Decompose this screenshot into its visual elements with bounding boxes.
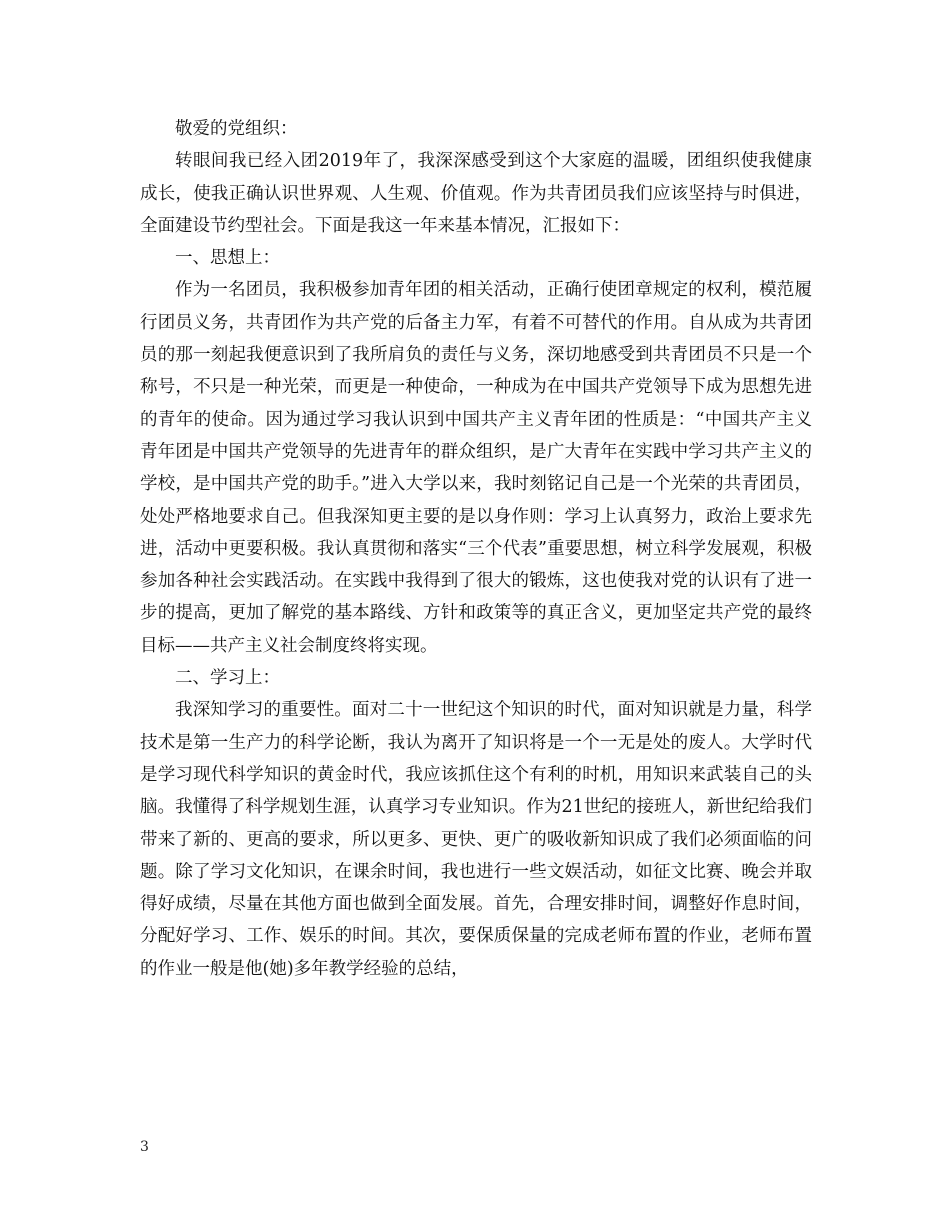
salutation: 敬爱的党组织： <box>175 119 298 139</box>
section-heading-thought: 一、思想上： <box>175 248 280 269</box>
section-heading-study: 二、学习上： <box>175 668 280 689</box>
page-number: 3 <box>140 1139 149 1155</box>
section-body-thought: 作为一名团员，我积极参加青年团的相关活动，正确行使团章规定的权利，模范履行团员义务，共青团作为共产党的后备主力军，有着不可替代的作用。自从成为共青团员的那一刻起我便意识到了我所肩负的责任与义务，深切地感受到共青团员不只是一个称号，不只是一种光荣，而更是一种使命，一种成为在中国共产党领导下成为思想先进的青年的使命。因为通过学习我认识到中国共产主义青年团的性质是：“中国共产主义青年团是中国共产党领导的先进青年的群众组织，是广大青年在实践中学习共产主义的学校，是中国共产党的助手。”进入大学以来，我时刻铭记自己是一个光荣的共青团员，处处严格地要求自己。但我深知更主要的是以身作则：学习上认真努力，政治上要求先进，活动中更要积极。我认真贯彻和落实“三个代表”重要思想，树立科学发展观，积极参加各种社会实践活动。在实践中我得到了很大的锻炼，这也使我对党的认识有了进一步的提高，更加了解党的基本路线、方针和政策等的真正含义，更加坚定共产党的最终目标——共产主义社会制度终将实现。 <box>140 280 812 656</box>
intro-paragraph: 转眼间我已经入团2019年了，我深深感受到这个大家庭的温暖，团组织使我健康成长，使我正确认识世界观、人生观、价值观。作为共青团员我们应该坚持与时俱进，全面建设节约型社会。下面是我这一年来基本情况，汇报如下： <box>140 151 812 236</box>
document-body <box>140 113 812 985</box>
section-body-study: 我深知学习的重要性。面对二十一世纪这个知识的时代，面对知识就是力量，科学技术是第一生产力的科学论断，我认为离开了知识将是一个一无是处的废人。大学时代是学习现代科学知识的黄金时代，我应该抓住这个有利的时机，用知识来武装自己的头脑。我懂得了科学规划生涯，认真学习专业知识。作为21世纪的接班人，新世纪给我们带来了新的、更高的要求，所以更多、更快、更广的吸收新知识成了我们必须面临的问题。除了学习文化知识，在课余时间，我也进行一些文娱活动，如征文比赛、晚会并取得好成绩，尽量在其他方面也做到全面发展。首先，合理安排时间，调整好作息时间，分配好学习、工作、娱乐的时间。其次，要保质保量的完成老师布置的作业，老师布置的作业一般是他(她)多年教学经验的总结， <box>140 700 812 979</box>
